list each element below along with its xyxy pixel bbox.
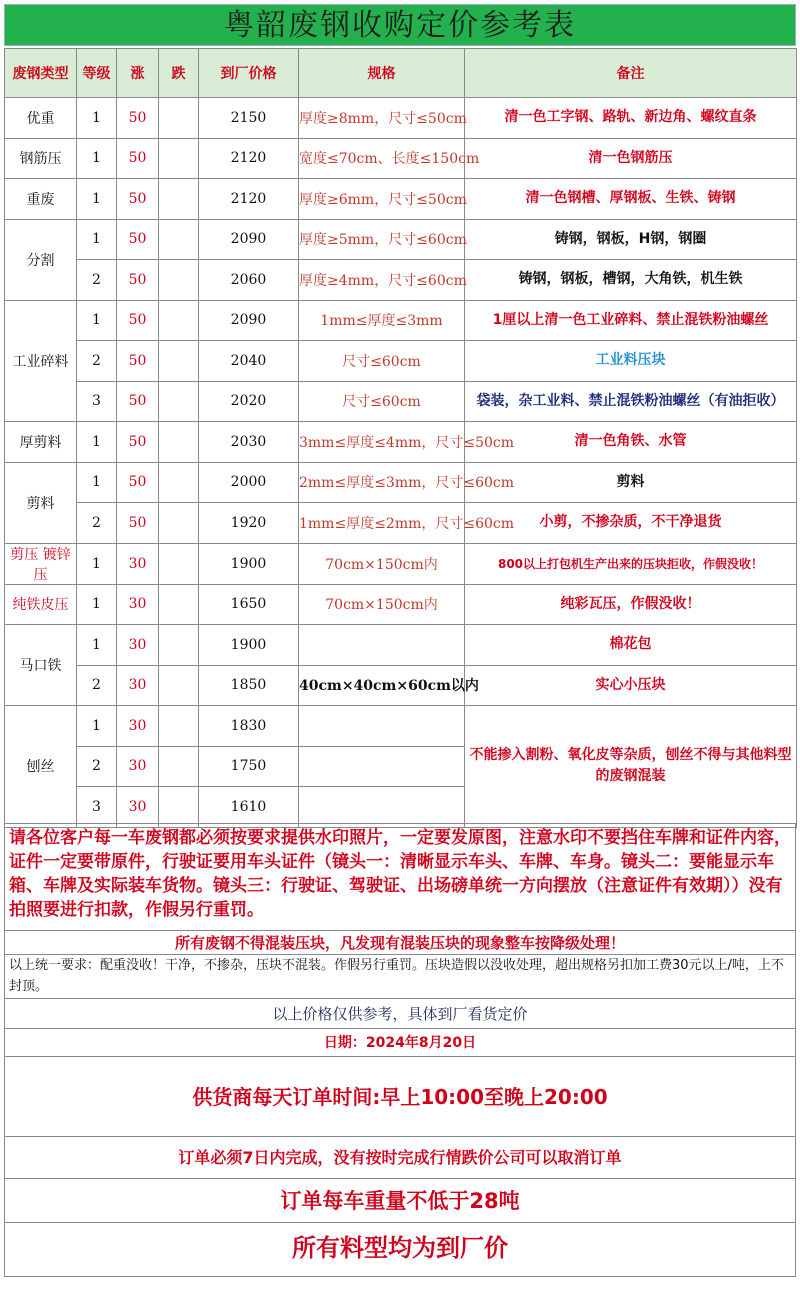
note-cell: 铸钢，钢板，H钢，钢圈 (465, 219, 797, 260)
table-header-row (5, 49, 797, 98)
table-row (5, 138, 797, 179)
up-cell: 50 (117, 138, 159, 179)
sheet-title: 粤韶废钢收购定价参考表 (4, 4, 796, 46)
price-cell: 1850 (199, 665, 299, 706)
type-cell: 剪料 (5, 462, 77, 543)
up-cell: 50 (117, 98, 159, 139)
header-up: 涨 (117, 49, 159, 98)
price-cell: 2090 (199, 219, 299, 260)
grade-cell: 2 (77, 341, 117, 382)
spec-cell: 厚度≥6mm，尺寸≤50cm (299, 179, 465, 220)
price-cell: 2120 (199, 138, 299, 179)
up-cell: 30 (117, 706, 159, 747)
grade-cell: 1 (77, 543, 117, 584)
down-cell (159, 584, 199, 625)
down-cell (159, 98, 199, 139)
type-cell: 钢筋压 (5, 138, 77, 179)
note-cell: 清一色工字钢、路轨、新边角、螺纹直条 (465, 98, 797, 139)
price-cell: 2060 (199, 260, 299, 301)
min-weight-note: 订单每车重量不低于28吨 (4, 1179, 796, 1223)
down-cell (159, 462, 199, 503)
up-cell: 50 (117, 219, 159, 260)
down-cell (159, 300, 199, 341)
price-cell: 2150 (199, 98, 299, 139)
up-cell: 50 (117, 422, 159, 463)
spec-cell: 70cm×150cm内 (299, 584, 465, 625)
table-row (5, 543, 797, 584)
type-cell: 刨丝 (5, 706, 77, 828)
up-cell: 50 (117, 503, 159, 544)
header-type: 废钢类型 (5, 49, 77, 98)
up-cell: 30 (117, 584, 159, 625)
spec-cell (299, 706, 465, 747)
mixed-block-warning: 所有废钢不得混装压块，凡发现有混装压块的现象整车按降级处理！ (4, 931, 796, 955)
price-cell: 1920 (199, 503, 299, 544)
uniform-requirement-note: 以上统一要求：配重没收！干净，不掺杂，压块不混装。作假另行重罚。压块造假以没收处理，超出规格另扣加工费30元以上/吨，上不封顶。 (4, 955, 796, 999)
spec-cell: 厚度≥4mm，尺寸≤60cm (299, 260, 465, 301)
spec-cell: 70cm×150cm内 (299, 543, 465, 584)
note-cell: 小剪，不掺杂质，不干净退货 (465, 503, 797, 544)
note-cell: 实心小压块 (465, 665, 797, 706)
date-label: 日期：2024年8月20日 (4, 1029, 796, 1057)
header-price: 到厂价格 (199, 49, 299, 98)
up-cell: 30 (117, 746, 159, 787)
spec-cell: 宽度≤70cm、长度≤150cm (299, 138, 465, 179)
order-cancel-note: 订单必须7日内完成，没有按时完成行情跌价公司可以取消订单 (4, 1137, 796, 1179)
note-cell: 纯彩瓦压，作假没收！ (465, 584, 797, 625)
grade-cell: 3 (77, 381, 117, 422)
up-cell: 30 (117, 625, 159, 666)
spec-cell: 1mm≤厚度≤2mm，尺寸≤60cm (299, 503, 465, 544)
grade-cell: 1 (77, 625, 117, 666)
note-cell: 1厘以上清一色工业碎料、禁止混铁粉油螺丝 (465, 300, 797, 341)
down-cell (159, 543, 199, 584)
up-cell: 30 (117, 787, 159, 828)
up-cell: 50 (117, 179, 159, 220)
down-cell (159, 706, 199, 747)
grade-cell: 1 (77, 179, 117, 220)
down-cell (159, 787, 199, 828)
price-cell: 2000 (199, 462, 299, 503)
down-cell (159, 260, 199, 301)
type-cell: 马口铁 (5, 625, 77, 706)
notes-section (4, 823, 796, 1277)
down-cell (159, 138, 199, 179)
spec-cell (299, 787, 465, 828)
grade-cell: 2 (77, 260, 117, 301)
down-cell (159, 341, 199, 382)
price-cell: 1900 (199, 625, 299, 666)
spec-cell (299, 746, 465, 787)
down-cell (159, 746, 199, 787)
table-row (5, 260, 797, 301)
table-row (5, 179, 797, 220)
note-cell: 清一色角铁、水管 (465, 422, 797, 463)
type-cell: 剪压 镀锌压 (5, 543, 77, 584)
note-cell: 棉花包 (465, 625, 797, 666)
grade-cell: 1 (77, 422, 117, 463)
type-cell: 厚剪料 (5, 422, 77, 463)
up-cell: 50 (117, 462, 159, 503)
up-cell: 50 (117, 341, 159, 382)
type-cell: 工业碎料 (5, 300, 77, 422)
reference-price-note: 以上价格仅供参考，具体到厂看货定价 (4, 999, 796, 1029)
down-cell (159, 503, 199, 544)
down-cell (159, 422, 199, 463)
header-grade: 等级 (77, 49, 117, 98)
header-note: 备注 (465, 49, 797, 98)
order-hours-note: 供货商每天订单时间:早上10:00至晚上20:00 (4, 1057, 796, 1137)
price-cell: 1610 (199, 787, 299, 828)
down-cell (159, 625, 199, 666)
spec-cell (299, 625, 465, 666)
table-row (5, 503, 797, 544)
grade-cell: 1 (77, 98, 117, 139)
note-cell: 袋装，杂工业料、禁止混铁粉油螺丝（有油拒收） (465, 381, 797, 422)
table-row (5, 584, 797, 625)
down-cell (159, 219, 199, 260)
price-table (4, 48, 797, 828)
note-cell: 清一色钢槽、厚钢板、生铁、铸钢 (465, 179, 797, 220)
up-cell: 50 (117, 300, 159, 341)
note-cell: 工业料压块 (465, 341, 797, 382)
spec-cell: 3mm≤厚度≤4mm，尺寸≤50cm (299, 422, 465, 463)
spec-cell: 尺寸≤60cm (299, 341, 465, 382)
up-cell: 30 (117, 665, 159, 706)
grade-cell: 1 (77, 219, 117, 260)
table-row (5, 98, 797, 139)
price-cell: 2020 (199, 381, 299, 422)
type-cell: 纯铁皮压 (5, 584, 77, 625)
table-row (5, 462, 797, 503)
spec-cell: 厚度≥8mm，尺寸≤50cm (299, 98, 465, 139)
grade-cell: 1 (77, 300, 117, 341)
type-cell: 重废 (5, 179, 77, 220)
spec-cell: 厚度≥5mm，尺寸≤60cm (299, 219, 465, 260)
spec-cell: 40cm×40cm×60cm以内 (299, 665, 465, 706)
grade-cell: 1 (77, 706, 117, 747)
grade-cell: 2 (77, 665, 117, 706)
table-row (5, 625, 797, 666)
price-cell: 2120 (199, 179, 299, 220)
price-cell: 1650 (199, 584, 299, 625)
up-cell: 50 (117, 381, 159, 422)
table-row (5, 341, 797, 382)
table-row (5, 665, 797, 706)
grade-cell: 1 (77, 462, 117, 503)
note-cell: 800以上打包机生产出来的压块拒收，作假没收！ (465, 543, 797, 584)
table-row (5, 422, 797, 463)
photo-requirement-note: 请各位客户每一车废钢都必须按要求提供水印照片，一定要发原图，注意水印不要挡住车牌和证件内容，证件一定要带原件，行驶证要用车头证件（镜头一：清晰显示车头、车牌、车身。镜头二：要能显示车箱、车牌及实际装车货物。镜头三：行驶证、驾驶证、出场磅单统一方向摆放（注意证件有效期））没有拍照要进行扣款，作假另行重罚。 (4, 823, 796, 931)
table-row (5, 706, 797, 747)
grade-cell: 2 (77, 503, 117, 544)
price-cell: 1900 (199, 543, 299, 584)
price-cell: 2090 (199, 300, 299, 341)
header-down: 跌 (159, 49, 199, 98)
up-cell: 30 (117, 543, 159, 584)
table-row (5, 300, 797, 341)
up-cell: 50 (117, 260, 159, 301)
price-cell: 2040 (199, 341, 299, 382)
note-cell: 铸钢，钢板，槽钢，大角铁，机生铁 (465, 260, 797, 301)
type-cell: 优重 (5, 98, 77, 139)
price-cell: 2030 (199, 422, 299, 463)
down-cell (159, 179, 199, 220)
grade-cell: 1 (77, 584, 117, 625)
header-spec: 规格 (299, 49, 465, 98)
grade-cell: 1 (77, 138, 117, 179)
price-cell: 1750 (199, 746, 299, 787)
down-cell (159, 381, 199, 422)
note-cell: 不能掺入割粉、氧化皮等杂质，刨丝不得与其他料型的废钢混装 (465, 706, 797, 828)
grade-cell: 3 (77, 787, 117, 828)
type-cell: 分割 (5, 219, 77, 300)
all-price-note: 所有料型均为到厂价 (4, 1223, 796, 1277)
spec-cell: 2mm≤厚度≤3mm，尺寸≤60cm (299, 462, 465, 503)
table-row (5, 381, 797, 422)
spec-cell: 尺寸≤60cm (299, 381, 465, 422)
price-cell: 1830 (199, 706, 299, 747)
note-cell: 清一色钢筋压 (465, 138, 797, 179)
table-row (5, 219, 797, 260)
spec-cell: 1mm≤厚度≤3mm (299, 300, 465, 341)
grade-cell: 2 (77, 746, 117, 787)
down-cell (159, 665, 199, 706)
note-cell: 剪料 (465, 462, 797, 503)
